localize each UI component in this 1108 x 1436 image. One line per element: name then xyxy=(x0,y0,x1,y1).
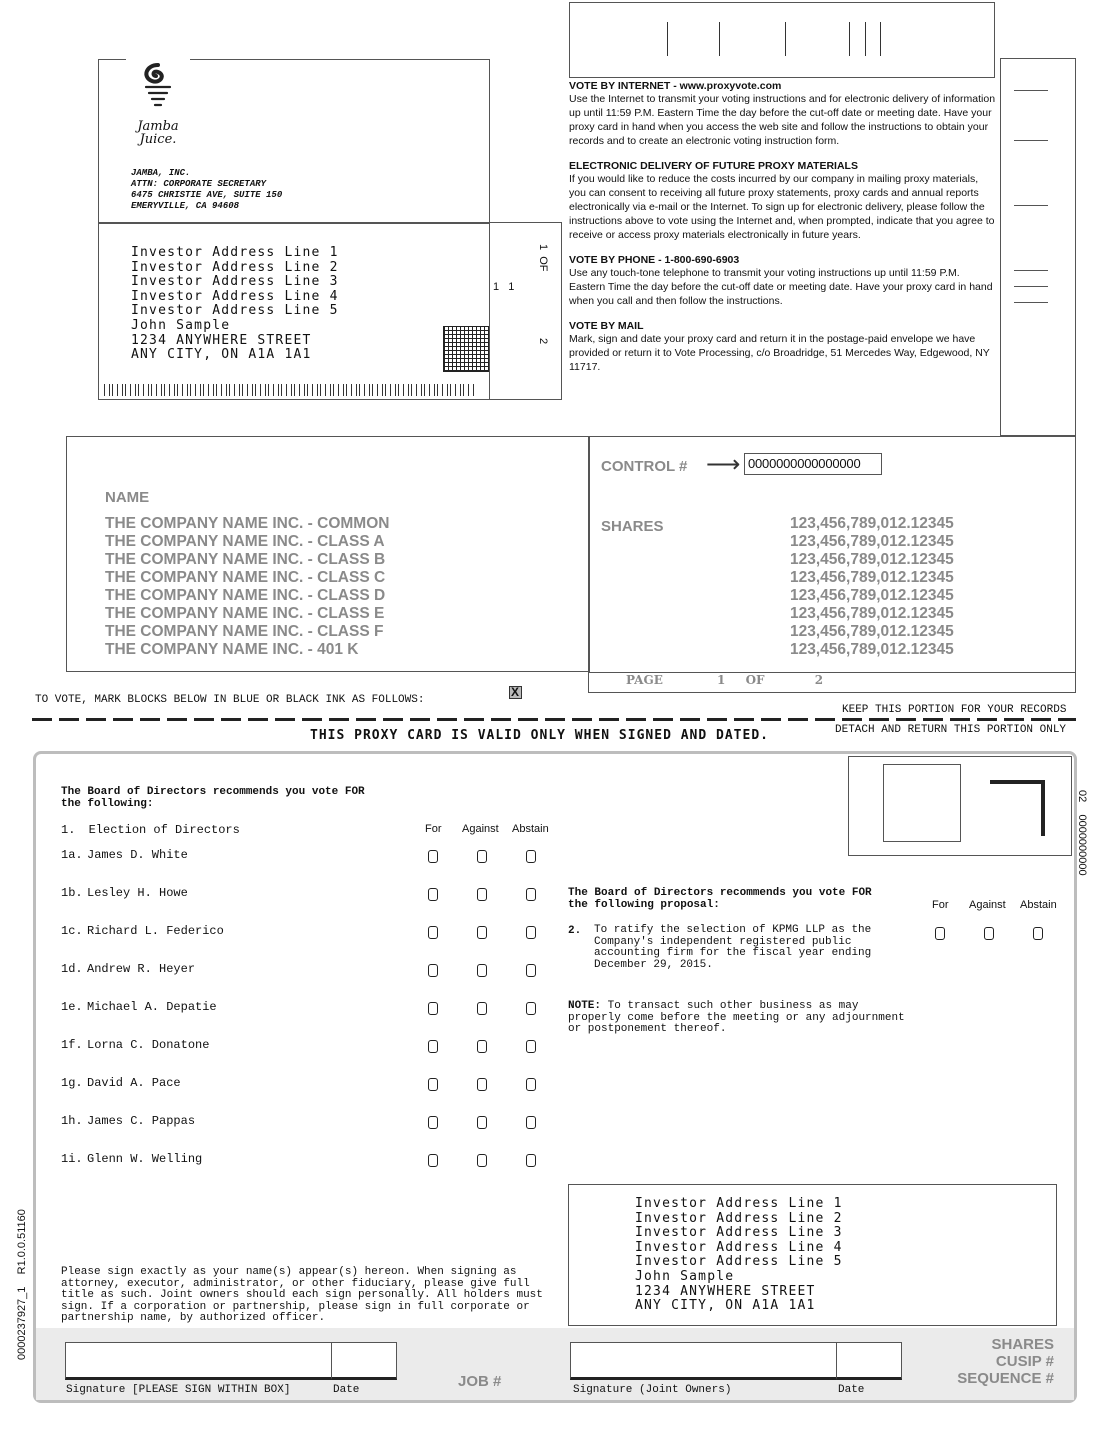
page-indicator xyxy=(626,673,823,687)
omr-mark xyxy=(865,22,866,56)
for-checkbox[interactable] xyxy=(428,964,438,977)
address-line: Investor Address Line 2 xyxy=(635,1210,843,1226)
instruction-heading: VOTE BY PHONE - 1-800-690-6903 xyxy=(569,254,740,266)
proposal-number: 2. xyxy=(568,925,582,937)
column-abstain: Abstain xyxy=(512,823,549,835)
sequence-footer-label: SEQUENCE # xyxy=(957,1370,1054,1387)
holding-name: THE COMPANY NAME INC. - CLASS D xyxy=(105,587,386,604)
address-line: ANY CITY, ON A1A 1A1 xyxy=(131,347,312,363)
abstain-checkbox[interactable] xyxy=(526,1154,536,1167)
note-line: or postponement thereof. xyxy=(568,1023,727,1035)
joint-date-box[interactable] xyxy=(836,1342,902,1380)
address-line: John Sample xyxy=(635,1268,735,1284)
abstain-checkbox[interactable] xyxy=(526,888,536,901)
card-investor-address xyxy=(635,1197,843,1314)
director-id: 1g. xyxy=(61,1076,83,1090)
control-arrow-icon: ⟶ xyxy=(706,451,741,478)
director-name: James D. White xyxy=(87,848,188,862)
side-mark: 1 xyxy=(537,244,549,251)
share-amount: 123,456,789,012.12345 xyxy=(790,605,954,622)
side-page-mark: 2 xyxy=(537,338,549,345)
director-row xyxy=(61,1114,561,1134)
omr-mark xyxy=(849,22,850,56)
detach-portion-label: DETACH AND RETURN THIS PORTION ONLY xyxy=(835,724,1067,736)
logo-word: Jamba xyxy=(137,119,179,134)
director-name: Michael A. Depatie xyxy=(87,1000,217,1014)
page-label: PAGE xyxy=(626,673,663,687)
signature-label: Signature [PLEASE SIGN WITHIN BOX] xyxy=(66,1384,291,1396)
director-id: 1i. xyxy=(61,1152,83,1166)
mark-instruction: TO VOTE, MARK BLOCKS BELOW IN BLUE OR BLACK INK AS FOLLOWS: xyxy=(35,694,425,706)
column-abstain: Abstain xyxy=(1020,899,1057,911)
signature-box[interactable] xyxy=(65,1342,332,1380)
edge-tick xyxy=(1014,286,1048,287)
director-id: 1b. xyxy=(61,886,83,900)
page-current: 1 xyxy=(717,673,726,687)
scan-target-square xyxy=(883,764,961,842)
holding-name: THE COMPANY NAME INC. - COMMON xyxy=(105,515,390,532)
edge-tick xyxy=(1014,205,1048,206)
abstain-checkbox[interactable] xyxy=(526,1078,536,1091)
sign-instruction-line: sign. If a corporation or partnership, please sign in full corporate or xyxy=(61,1300,530,1313)
corner-mark-icon xyxy=(990,780,1045,836)
director-row xyxy=(61,1038,561,1058)
joint-date-label: Date xyxy=(838,1384,865,1396)
director-row xyxy=(61,1152,561,1172)
share-amount: 123,456,789,012.12345 xyxy=(790,533,954,550)
job-label: JOB # xyxy=(458,1373,502,1390)
against-checkbox[interactable] xyxy=(477,1078,487,1091)
sign-instructions xyxy=(61,1267,543,1325)
recommend-intro-line: The Board of Directors recommends you vote FOR xyxy=(61,786,365,798)
against-checkbox[interactable] xyxy=(477,1116,487,1129)
holding-name: THE COMPANY NAME INC. - CLASS A xyxy=(105,533,385,550)
director-id: 1e. xyxy=(61,1000,83,1014)
return-address xyxy=(131,168,282,212)
omr-marks xyxy=(569,22,995,56)
sign-instruction-line: partnership name, by authorized officer. xyxy=(61,1312,326,1324)
detach-line xyxy=(32,718,1076,721)
proposal-against-checkbox[interactable] xyxy=(984,927,994,940)
for-checkbox[interactable] xyxy=(428,1116,438,1129)
share-amount: 123,456,789,012.12345 xyxy=(790,569,954,586)
left-margin-code: 0000237927_1 R1.0.0.51160 xyxy=(16,1209,28,1360)
share-amount: 123,456,789,012.12345 xyxy=(790,623,954,640)
address-line: Investor Address Line 1 xyxy=(635,1196,843,1211)
against-checkbox[interactable] xyxy=(477,1040,487,1053)
director-name: Richard L. Federico xyxy=(87,924,224,938)
joint-signature-label: Signature (Joint Owners) xyxy=(573,1384,732,1396)
abstain-checkbox[interactable] xyxy=(526,964,536,977)
for-checkbox[interactable] xyxy=(428,1154,438,1167)
date-label: Date xyxy=(333,1384,360,1396)
voting-instructions xyxy=(569,80,997,374)
column-for: For xyxy=(425,823,442,835)
recommend-intro-line: the following: xyxy=(61,798,154,810)
share-amount: 123,456,789,012.12345 xyxy=(790,641,954,658)
column-against: Against xyxy=(969,899,1006,911)
return-address-line: EMERYVILLE, CA 94608 xyxy=(131,201,240,211)
holding-name: THE COMPANY NAME INC. - 401 K xyxy=(105,641,359,658)
return-address-line: 6475 CHRISTIE AVE, SUITE 150 xyxy=(131,190,283,200)
director-row xyxy=(61,924,561,944)
director-row xyxy=(61,1000,561,1020)
against-checkbox[interactable] xyxy=(477,1002,487,1015)
address-line: Investor Address Line 4 xyxy=(131,288,339,304)
proposal-intro-line: the following proposal: xyxy=(568,899,720,911)
footer-right-labels xyxy=(920,1336,1054,1387)
holding-name: THE COMPANY NAME INC. - CLASS E xyxy=(105,605,385,622)
share-amount: 123,456,789,012.12345 xyxy=(790,551,954,568)
name-label: NAME xyxy=(105,489,150,506)
sign-instruction-line: Please sign exactly as your name(s) appear(s) hereon. When signing as xyxy=(61,1266,517,1278)
holding-name: THE COMPANY NAME INC. - CLASS C xyxy=(105,569,386,586)
omr-mark xyxy=(719,22,720,56)
joint-signature-box[interactable] xyxy=(570,1342,837,1380)
for-checkbox[interactable] xyxy=(428,850,438,863)
address-line: John Sample xyxy=(131,317,231,333)
proposal-text-line: Company's independent registered public xyxy=(594,935,852,948)
address-line: Investor Address Line 2 xyxy=(131,259,339,275)
proposal-for-checkbox[interactable] xyxy=(935,927,945,940)
note-text: To transact such other business as may xyxy=(607,1000,859,1012)
address-line: ANY CITY, ON A1A 1A1 xyxy=(635,1298,816,1314)
address-line: 1234 ANYWHERE STREET xyxy=(635,1283,816,1299)
proposal-intro xyxy=(568,887,872,911)
proposal-text-line: To ratify the selection of KPMG LLP as the xyxy=(594,924,872,936)
director-row xyxy=(61,1076,561,1096)
instruction-text: If you would like to reduce the costs incurred by our company in mailing proxy materials, you can consent to receiving all future proxy statements, proxy cards and annual reports electronically via e-mail or the Internet. To sign up for electronic delivery, please follow the instructions above to vote using the Internet and, when prompted, indicate that you agree to receive or access proxy materials electronically in future years. xyxy=(569,173,995,241)
address-line: Investor Address Line 5 xyxy=(131,303,339,319)
address-line: Investor Address Line 3 xyxy=(131,274,339,290)
director-name: Lesley H. Howe xyxy=(87,886,188,900)
abstain-checkbox[interactable] xyxy=(526,1002,536,1015)
against-checkbox[interactable] xyxy=(477,850,487,863)
edge-tick xyxy=(1014,90,1048,91)
note-line xyxy=(568,1001,905,1013)
address-line: Investor Address Line 3 xyxy=(635,1225,843,1241)
proposal-abstain-checkbox[interactable] xyxy=(1033,927,1043,940)
for-checkbox[interactable] xyxy=(428,1078,438,1091)
against-checkbox[interactable] xyxy=(477,1154,487,1167)
director-name: James C. Pappas xyxy=(87,1114,196,1128)
edge-tick xyxy=(1014,140,1048,141)
page-total: 2 xyxy=(814,673,824,687)
right-edge-panel xyxy=(1000,58,1076,436)
panel-connector xyxy=(490,222,562,400)
holding-name: THE COMPANY NAME INC. - CLASS B xyxy=(105,551,386,568)
note-line: properly come before the meeting or any adjournment xyxy=(568,1011,905,1024)
instruction-heading: VOTE BY MAIL xyxy=(569,320,644,332)
cusip-footer-label: CUSIP # xyxy=(995,1353,1054,1370)
director-id: 1h. xyxy=(61,1114,83,1128)
instruction-heading: ELECTRONIC DELIVERY OF FUTURE PROXY MATERIALS xyxy=(569,160,858,172)
instruction-text: Mark, sign and date your proxy card and return it in the postage-paid envelope we have provided or return it to Vote Processing, c/o Broadridge, 51 Mercedes Way, Edgewood, NY 11717. xyxy=(569,333,990,373)
abstain-checkbox[interactable] xyxy=(526,1040,536,1053)
item1-heading xyxy=(61,823,240,837)
sign-instruction-line: attorney, executor, administrator, or other fiduciary, please give full xyxy=(61,1277,530,1290)
for-checkbox[interactable] xyxy=(428,1040,438,1053)
director-name: David A. Pace xyxy=(87,1076,181,1090)
director-name: Andrew R. Heyer xyxy=(87,962,196,976)
control-number: 0000000000000000 xyxy=(748,456,861,471)
director-row xyxy=(61,848,561,868)
address-line: Investor Address Line 4 xyxy=(635,1239,843,1255)
against-checkbox[interactable] xyxy=(477,888,487,901)
share-amount: 123,456,789,012.12345 xyxy=(790,587,954,604)
director-id: 1c. xyxy=(61,924,83,938)
item1-title: Election of Directors xyxy=(88,823,240,837)
address-line: Investor Address Line 1 xyxy=(131,245,339,260)
holding-name: THE COMPANY NAME INC. - CLASS F xyxy=(105,623,384,640)
director-id: 1d. xyxy=(61,962,83,976)
valid-notice: THIS PROXY CARD IS VALID ONLY WHEN SIGNED AND DATED. xyxy=(310,728,769,743)
proposal-text xyxy=(594,925,871,971)
omr-mark xyxy=(880,22,881,56)
abstain-checkbox[interactable] xyxy=(526,926,536,939)
omr-mark xyxy=(667,22,668,56)
director-row xyxy=(61,886,561,906)
jamba-juice-logo xyxy=(126,59,190,159)
note-label: NOTE: xyxy=(568,1000,602,1012)
sign-instruction-line: title as such. Joint owners should each sign personally. All holders must xyxy=(61,1289,543,1301)
for-checkbox[interactable] xyxy=(428,926,438,939)
against-checkbox[interactable] xyxy=(477,926,487,939)
investor-address xyxy=(131,246,339,363)
abstain-checkbox[interactable] xyxy=(526,850,536,863)
side-mark: OF xyxy=(537,256,549,272)
control-label: CONTROL # xyxy=(601,458,688,475)
edge-tick xyxy=(1014,270,1048,271)
item1-number: 1. xyxy=(61,823,76,837)
proposal-text-line: December 29, 2015. xyxy=(594,958,713,971)
omr-mark xyxy=(785,22,786,56)
abstain-checkbox[interactable] xyxy=(526,1116,536,1129)
side-mark: 1 xyxy=(493,281,500,293)
director-name: Lorna C. Donatone xyxy=(87,1038,210,1052)
right-margin-code: 02 0000000000 xyxy=(1076,790,1088,876)
date-box[interactable] xyxy=(331,1342,397,1380)
postal-barcode xyxy=(104,384,474,396)
director-id: 1a. xyxy=(61,848,83,862)
recommend-intro xyxy=(61,786,365,810)
return-address-line: ATTN: CORPORATE SECRETARY xyxy=(131,179,267,189)
instruction-heading: VOTE BY INTERNET - www.proxyvote.com xyxy=(569,80,782,92)
keep-portion-label: KEEP THIS PORTION FOR YOUR RECORDS xyxy=(842,704,1067,716)
holding-names xyxy=(105,515,389,659)
address-line: Investor Address Line 5 xyxy=(635,1254,843,1270)
column-for: For xyxy=(932,899,949,911)
for-checkbox[interactable] xyxy=(428,888,438,901)
director-id: 1f. xyxy=(61,1038,83,1052)
for-checkbox[interactable] xyxy=(428,1002,438,1015)
address-line: 1234 ANYWHERE STREET xyxy=(131,332,312,348)
director-row xyxy=(61,962,561,982)
director-name: Glenn W. Welling xyxy=(87,1152,203,1166)
proposal-text-line: accounting firm for the fiscal year ending xyxy=(594,947,872,959)
proposal-intro-line: The Board of Directors recommends you vote FOR xyxy=(568,887,872,899)
edge-tick xyxy=(1014,302,1048,303)
return-address-line: JAMBA, INC. xyxy=(131,168,191,178)
datamatrix-barcode xyxy=(443,326,489,372)
against-checkbox[interactable] xyxy=(477,964,487,977)
note xyxy=(568,1001,905,1036)
instruction-text: Use the Internet to transmit your voting instructions and for electronic delivery of information up until 11:59 P.M. Eastern Time the day before the cut-off date or meeting date. Have your proxy card in hand when you access the web site and follow the instructions to obtain your records and to create an electronic voting instruction form. xyxy=(569,93,996,147)
mark-example: X xyxy=(511,685,520,699)
logo-wordmark xyxy=(126,120,190,146)
swirl-logo-icon xyxy=(136,59,180,115)
instruction-text: Use any touch-tone telephone to transmit your voting instructions up until 11:59 P.M. Eastern Time the day before the cut-off date or meeting date. Have your proxy card in hand when you call and then follow the instructions. xyxy=(569,267,993,307)
logo-word: Juice. xyxy=(139,132,177,147)
share-amount: 123,456,789,012.12345 xyxy=(790,515,954,532)
column-against: Against xyxy=(462,823,499,835)
share-amounts xyxy=(790,515,954,659)
side-mark: 1 xyxy=(508,281,515,293)
shares-footer-label: SHARES xyxy=(991,1336,1054,1353)
shares-label: SHARES xyxy=(601,518,664,535)
page-of: OF xyxy=(745,673,765,687)
